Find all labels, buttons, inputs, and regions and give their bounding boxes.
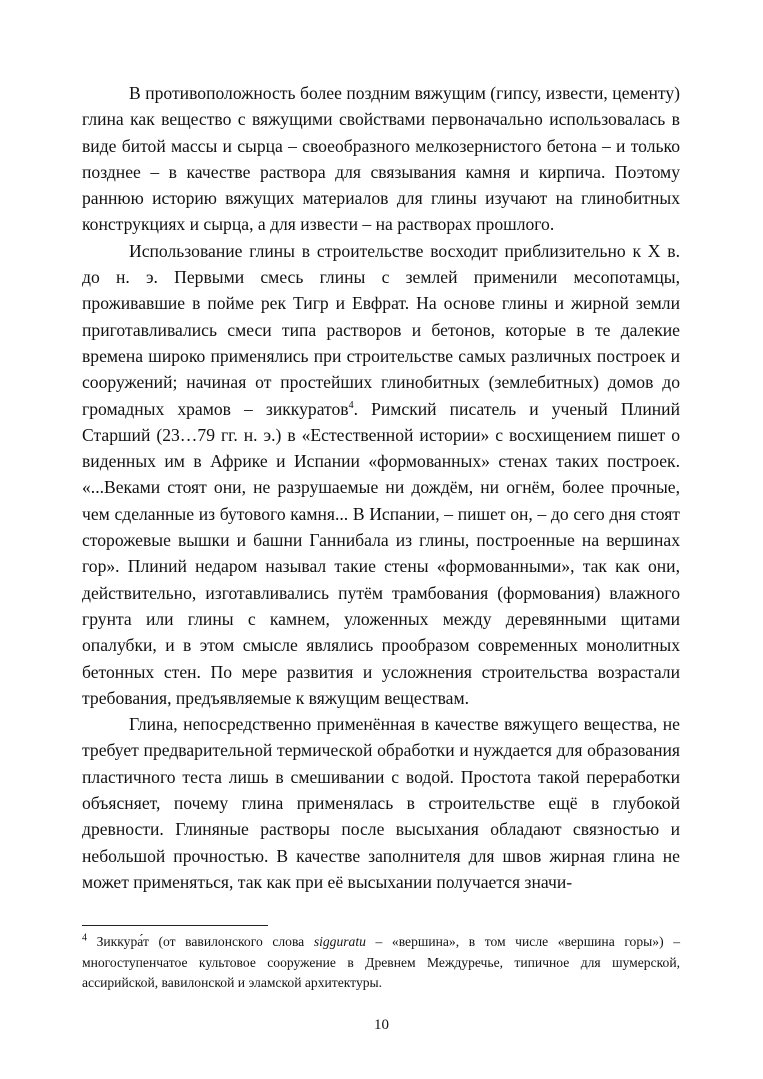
footnote-reference[interactable]: 4 [348, 399, 354, 411]
paragraph-2-text-start: Использование глины в строительстве восходит приблизительно к X в. до н. э. Первыми смесь глины с землей применили месопотамцы, проживавшие в пойме рек Тигр и Евфрат. На основе глины и жирной земли приготавливались смеси типа растворов и бетонов, которые в те далекие времена широко применялись при строительстве самых различных построек и сооружений; начиная от простейших глинобитных (землебитных) домов до громадных храмов – зиккуратов [82, 240, 680, 419]
footnote-text: – «вершина», в том числе «вершина горы») – многоступенчатое культовое сооружение в Древнем Междуречье, типичное для шумерской, ассирийской, вавилонской и эламской архитектуры. [82, 934, 680, 990]
paragraph-3: Глина, непосредственно применённая в качестве вяжущего вещества, не требует предварительной термической обработки и нуждается для образования пластичного теста лишь в смешивании с водой. Простота такой переработки объясняет, почему глина применялась в строительстве ещё в глубокой древности. Глиняные растворы после высыхания обладают связностью и небольшой прочностью. В качестве заполнителя для швов жирная глина не может применяться, так как при её высыхании получается значи- [82, 714, 680, 892]
footnote-separator [82, 925, 268, 926]
footnote-term: Зиккура́т (от вавилонского слова [87, 934, 314, 949]
main-text [82, 80, 680, 895]
footnote-marker: 4 [82, 932, 87, 944]
paragraph-2-text-end: . Римский писатель и ученый Плиний Старший (23…79 гг. н. э.) в «Естественной истории» с восхищением пишет о виденных им в Африке и Испании «формованных» стенах таких построек. «...Веками стоят они, не разрушаемые ни дождём, ни огнём, более прочные, чем сделанные из бутового камня... В Испании, – пишет он, – до сего дня стоят сторожевые вышки и башни Ганнибала из глины, построенные на вершинах гор». Плиний недаром называл такие стены «формованными», так как они, действительно, изготавливались путём трамбования (формования) влажного грунта или глины с камнем, уложенных между деревянными щитами опалубки, и в этом смысле являлись прообразом современных монолитных бетонных стен. По мере развития и усложнения строительства возрастали требования, предъявляемые к вяжущим веществам. [82, 398, 680, 708]
paragraph-1: В противоположность более поздним вяжущим (гипсу, извести, цементу) глина как вещество с вяжущими свойствами первоначально использовалась в виде битой массы и сырца – своеобразного мелкозернистого бетона – и только позднее – в качестве раствора для связывания камня и кирпича. Поэтому раннюю историю вяжущих материалов для глины изучают на глинобитных конструкциях и сырца, а для извести – на растворах прошлого. [82, 83, 680, 235]
footnote [82, 932, 680, 994]
footnote-italic-word: sigguratu [313, 934, 366, 949]
paragraph-2 [82, 238, 680, 711]
page-number: 10 [374, 1017, 389, 1033]
